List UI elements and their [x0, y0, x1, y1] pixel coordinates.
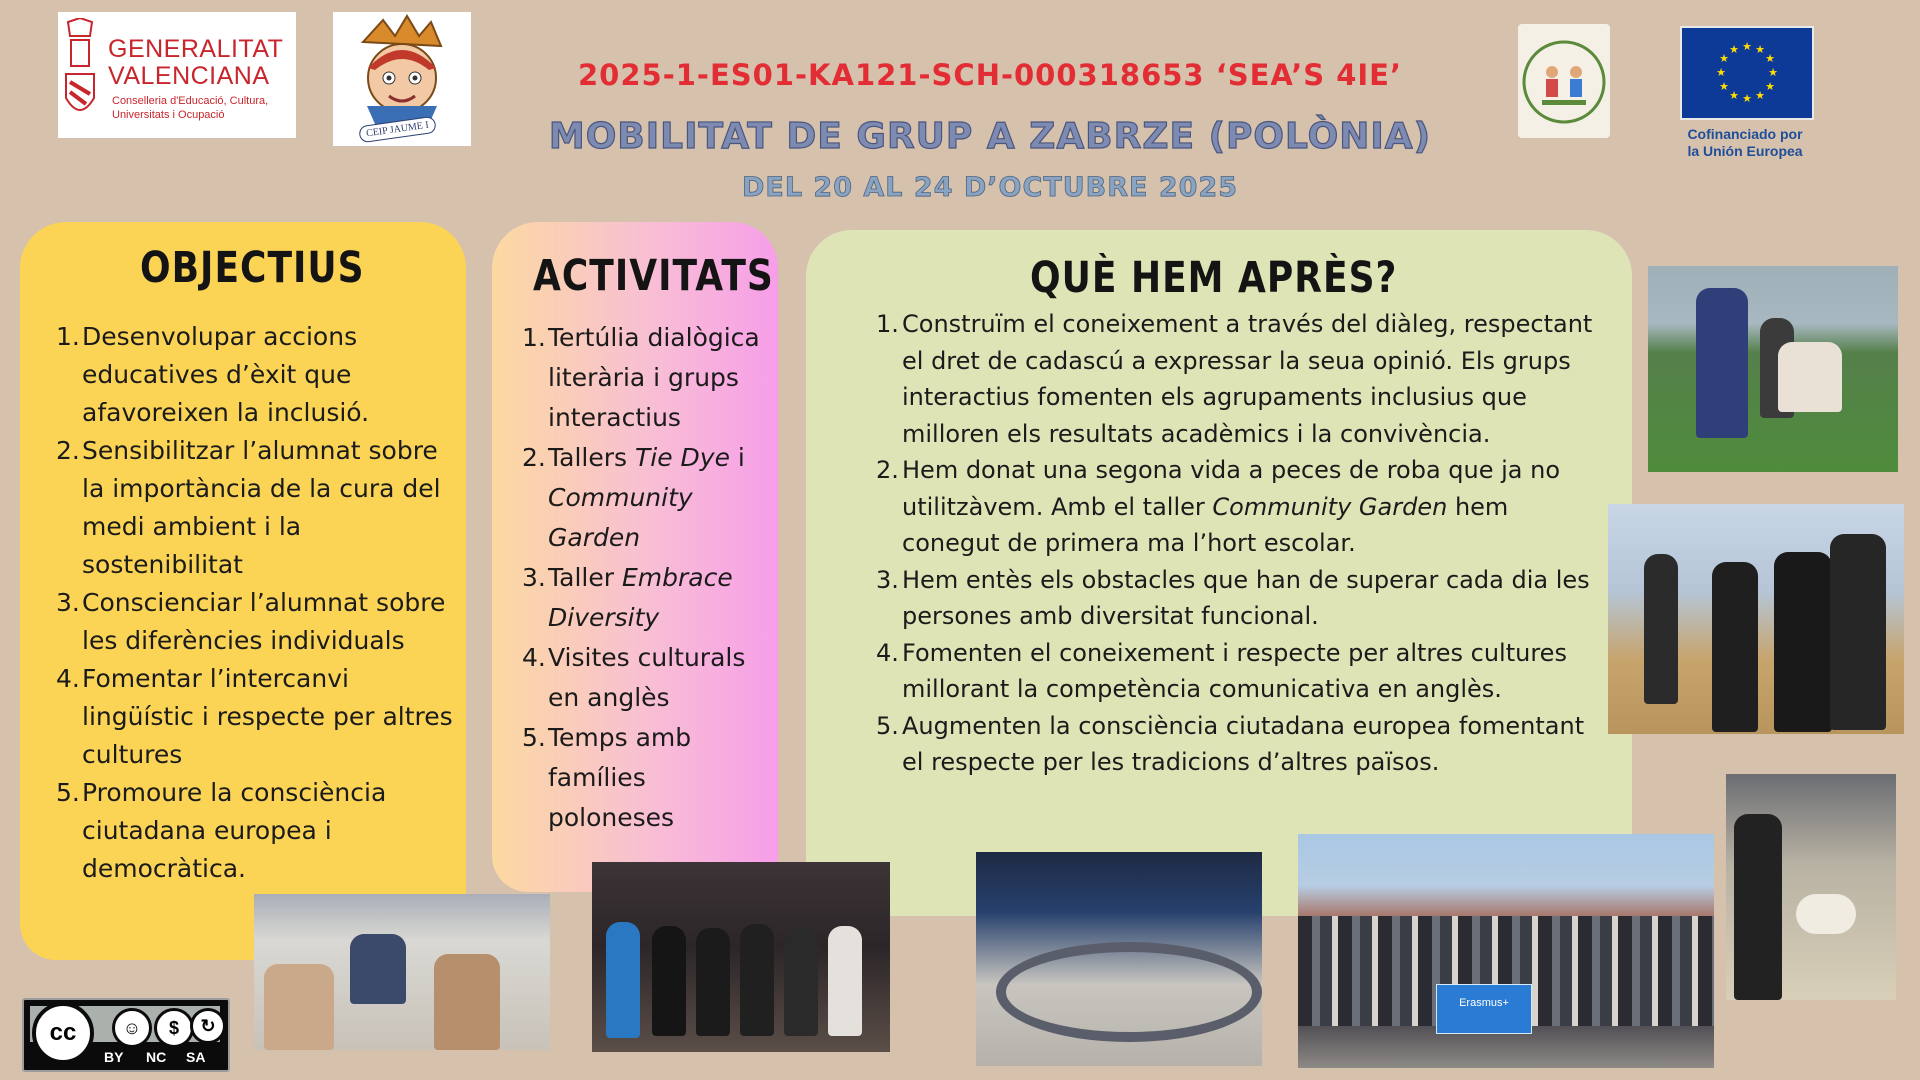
mobility-title: MOBILITAT DE GRUP A ZABRZE (POLÒNIA) — [548, 116, 1432, 157]
activitats-list — [522, 318, 770, 838]
que-hem-apres-title: QUÈ HEM APRÈS? — [1030, 254, 1398, 303]
svg-text:★: ★ — [1765, 80, 1775, 93]
svg-text:★: ★ — [1719, 80, 1729, 93]
generalitat-line1: GENERALITAT — [108, 35, 284, 63]
cc-icon: cc — [32, 1002, 94, 1064]
list-item: 5. Temps amb famílies poloneses — [522, 723, 692, 832]
list-item: 1. Tertúlia dialògica literària i grups interactius — [522, 323, 760, 432]
list-item: 2. Hem donat una segona vida a peces de roba que ja no utilitzàvem. Amb el taller Community Garden hem conegut de primera ma l’hort escolar. — [876, 456, 1561, 557]
photo-group-outdoor — [1298, 834, 1714, 1068]
svg-text:★: ★ — [1755, 43, 1765, 56]
school-logo — [333, 12, 471, 146]
noncommercial-icon: $ — [154, 1008, 194, 1048]
license-by: BY — [104, 1049, 124, 1065]
list-item: 3. Hem entès els obstacles que han de superar cada dia les persones amb diversitat funcional. — [876, 565, 1590, 630]
photo-interactive-groups — [254, 894, 550, 1050]
svg-text:★: ★ — [1742, 92, 1752, 105]
cc-license-badge — [22, 998, 230, 1072]
school-logo-label: CEIP JAUME I — [358, 116, 437, 144]
list-item: 4. Fomenten el coneixement i respecte per altres cultures millorant la competència comunicativa en anglès. — [876, 638, 1567, 703]
eu-flag — [1680, 26, 1814, 120]
license-nc: NC — [146, 1049, 167, 1065]
list-item: 3. Conscienciar l’alumnat sobre les diferències individuals — [56, 588, 446, 655]
list-item: 2. Tallers Tie Dye i Community Garden — [522, 443, 745, 552]
license-sa: SA — [186, 1049, 206, 1065]
svg-text:★: ★ — [1729, 43, 1739, 56]
erasmus-banner: Erasmus+ — [1436, 984, 1532, 1034]
photo-group-indoor — [592, 862, 890, 1052]
photo-circle-session — [976, 852, 1262, 1066]
list-item: 3. Taller Embrace Diversity — [522, 563, 733, 632]
photo-embrace-diversity — [1608, 504, 1904, 734]
eu-stars-icon — [1682, 28, 1812, 118]
project-kids-icon — [1518, 24, 1610, 138]
attribution-icon: ☺ — [112, 1008, 152, 1048]
photo-tie-dye — [1726, 774, 1896, 1000]
svg-text:★: ★ — [1742, 40, 1752, 53]
que-hem-apres-list — [876, 306, 1596, 781]
activitats-title: ACTIVITATS — [533, 252, 774, 301]
generalitat-line2: VALENCIANA — [108, 62, 270, 90]
generalitat-crest-icon — [62, 18, 98, 130]
svg-text:★: ★ — [1716, 66, 1726, 79]
list-item: 4. Visites culturals en anglès — [522, 643, 746, 712]
svg-text:★: ★ — [1768, 66, 1778, 79]
list-item: 1. Construïm el coneixement a través del diàleg, respectant el dret de cadascú a expressar la seua opinió. Els grups interactius fomenten els agrupaments inclusius que milloren els resultats acadèmics i la convivència. — [876, 310, 1593, 448]
conselleria-line2: Universitats i Ocupació — [112, 109, 225, 121]
objectius-title: OBJECTIUS — [140, 244, 365, 293]
list-item: 1. Desenvolupar accions educatives d’èxit que afavoreixen la inclusió. — [56, 322, 370, 427]
conselleria-line1: Conselleria d'Educació, Cultura, — [112, 95, 269, 107]
list-item: 5. Augmenten la consciència ciutadana europea fomentant el respecte per les tradicions d’altres països. — [876, 711, 1585, 776]
eu-cofinanced-text: Cofinanciado por la Unión Europea — [1687, 126, 1803, 159]
project-logo — [1518, 24, 1610, 138]
project-code: 2025-1-ES01-KA121-SCH-000318653 ‘SEA’S 4IE’ — [577, 58, 1402, 92]
mobility-dates: DEL 20 AL 24 D’OCTUBRE 2025 — [741, 172, 1239, 203]
generalitat-valenciana-logo — [58, 12, 296, 138]
svg-text:★: ★ — [1729, 89, 1739, 102]
list-item: 2. Sensibilitzar l’alumnat sobre la importància de la cura del medi ambient i la sostenibilitat — [56, 436, 441, 579]
photo-garden — [1648, 266, 1898, 472]
objectius-list — [56, 318, 456, 888]
svg-text:★: ★ — [1755, 89, 1765, 102]
svg-text:★: ★ — [1719, 52, 1729, 65]
svg-text:★: ★ — [1765, 52, 1775, 65]
list-item: 5. Promoure la consciència ciutadana europea i democràtica. — [56, 778, 387, 883]
list-item: 4. Fomentar l’intercanvi lingüístic i respecte per altres cultures — [56, 664, 453, 769]
sharealike-icon: ↻ — [190, 1008, 226, 1044]
